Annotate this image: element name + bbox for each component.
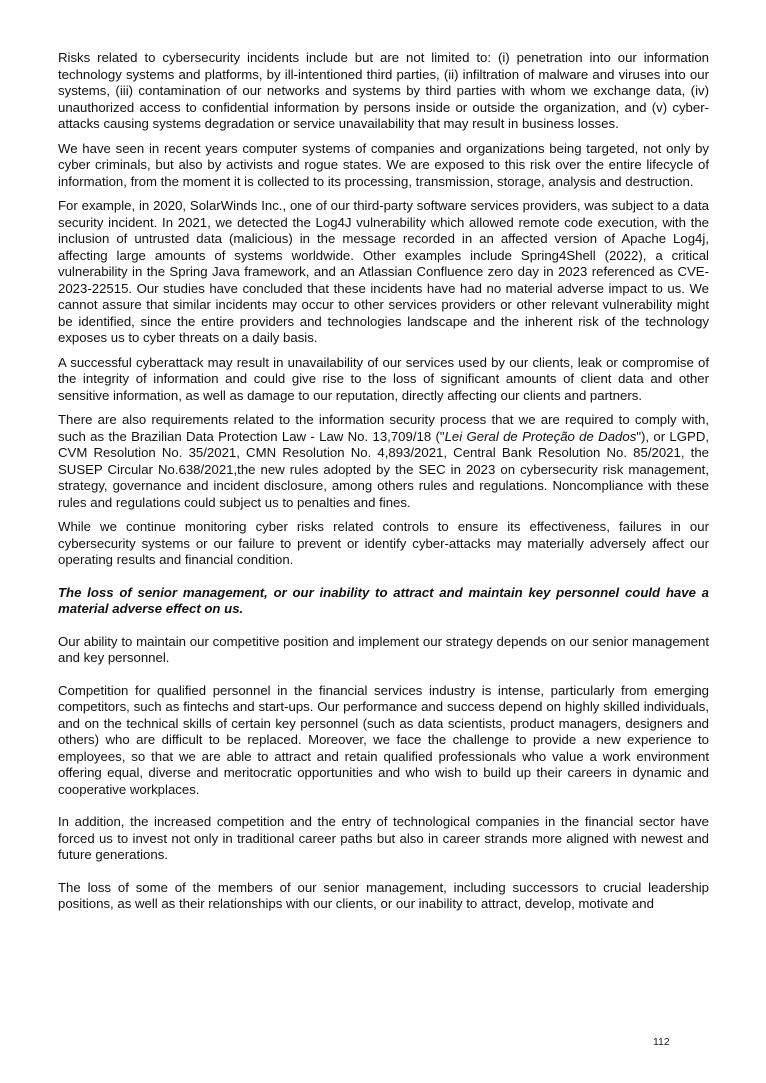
paragraph-cyber-risks: Risks related to cybersecurity incidents include but are not limited to: (i) penetration into our information technology systems and platforms, by ill-intentioned third parties, (ii) infiltration of malware and viruses into our systems, (iii) contamination of our networks and systems by third parties with whom we exchange data, (iv) unauthorized access to confidential information by persons inside or outside the organization, and (v) cyber-attacks causing systems degradation or service unavailability that may result in business losses.	[58, 50, 709, 131]
page-number: 112	[653, 1036, 670, 1048]
regulations-text-before: There are also requirements related to the information security process that we are required to comply with, such as the Brazilian Data Protection Law - Law No. 13,709/18 ("	[58, 412, 709, 444]
paragraph-competitive-position: Our ability to maintain our competitive position and implement our strategy depends on our senior management and key personnel.	[58, 633, 709, 665]
section-heading-senior-management: The loss of senior management, or our inability to attract and maintain key personnel could have a material adverse effect on us.	[58, 584, 709, 616]
lgpd-italic-title: Lei Geral de Proteção de Dados	[444, 428, 637, 444]
paragraph-cyberattack-impact: A successful cyberattack may result in unavailability of our services used by our clients, leak or compromise of the integrity of information and could give rise to the loss of significant amounts of client data and other sensitive information, as well as damage to our reputation, directly affecting our clients and partners.	[58, 354, 709, 403]
paragraph-competition-personnel: Competition for qualified personnel in the financial services industry is intense, particularly from emerging competitors, such as fintechs and start-ups. Our performance and success depend on highly skilled individuals, and on the technical skills of certain key personnel (such as data scientists, product managers, designers and others) who are difficult to be replaced. Moreover, we face the challenge to provide a new experience to employees, so that we are able to attract and retain qualified professionals who value a work environment offering equal, diverse and meritocratic opportunities and who wish to build up their careers in dynamic and cooperative workplaces.	[58, 682, 709, 797]
paragraph-loss-of-members: The loss of some of the members of our senior management, including successors to crucial leadership positions, as well as their relationships with our clients, or our inability to attract, develop, motivate and	[58, 879, 709, 911]
regulations-text-after: "), or LGPD, CVM Resolution No. 35/2021, CMN Resolution No. 4,893/2021, Central Bank Resolution No. 85/2021, the SUSEP Circular No.638/2021,the new rules adopted by the SEC in 2023 on cybersecurity risk management, strategy, governance and incident disclosure, among others rules and regulations. Noncompliance with these rules and regulations could subject us to penalties and fines.	[58, 428, 710, 510]
paragraph-regulations	[58, 412, 709, 511]
document-page	[58, 50, 709, 913]
paragraph-targeted-systems: We have seen in recent years computer systems of companies and organizations being targeted, not only by cyber criminals, but also by activists and rogue states. We are exposed to this risk over the entire lifecycle of information, from the moment it is collected to its processing, transmission, storage, analysis and destruction.	[58, 140, 709, 189]
paragraph-career-paths: In addition, the increased competition and the entry of technological companies in the financial sector have forced us to invest not only in traditional career paths but also in career strands more aligned with newest and future generations.	[58, 814, 709, 862]
paragraph-incident-examples: For example, in 2020, SolarWinds Inc., one of our third-party software services providers, was subject to a data security incident. In 2021, we detected the Log4J vulnerability which allowed remote code execution, with the inclusion of untrusted data (malicious) in the message recorded in an affected version of Apache Log4j, affecting large amounts of systems worldwide. Other examples include Spring4Shell (2022), a critical vulnerability in the Spring Java framework, and an Atlassian Confluence zero day in 2023 referenced as CVE-2023-22515. Our studies have concluded that these incidents have had no material adverse impact to us. We cannot assure that similar incidents may occur to other services providers or other relevant vulnerability might be identified, since the entire providers and technologies landscape and the inherent risk of the technology exposes us to cyber threats on a daily basis.	[58, 198, 709, 345]
paragraph-monitoring: While we continue monitoring cyber risks related controls to ensure its effectiveness, failures in our cybersecurity systems or our failure to prevent or identify cyber-attacks may materially adversely affect our operating results and financial condition.	[58, 519, 709, 567]
